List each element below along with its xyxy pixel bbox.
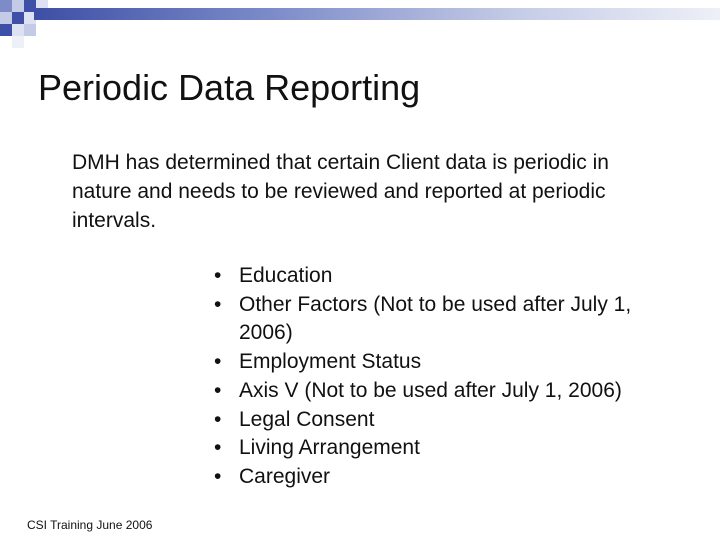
list-item (214, 348, 634, 377)
list-item-text: Caregiver (239, 464, 331, 488)
list-item-text: Axis V (Not to be used after July 1, 2006) (239, 378, 622, 402)
bullet-icon: • (214, 378, 222, 402)
bullet-icon: • (214, 350, 222, 374)
bullet-icon: • (214, 436, 222, 460)
list-item (214, 406, 634, 435)
list-item (214, 262, 634, 291)
bullet-icon: • (214, 264, 222, 287)
list-item (214, 434, 634, 463)
slide-title: Periodic Data Reporting (38, 67, 421, 108)
list-item (214, 291, 634, 348)
list-item-text: Other Factors (Not to be used after July 1, 2006) (239, 292, 632, 345)
list-item-text: Employment Status (239, 350, 422, 374)
bullet-list (214, 262, 634, 492)
header-gradient-bar (34, 8, 720, 20)
list-item-text: Education (239, 264, 333, 287)
list-item-text: Legal Consent (239, 407, 375, 431)
list-item (214, 377, 634, 406)
bullet-icon: • (214, 407, 222, 431)
bullet-icon: • (214, 464, 222, 488)
bullet-icon: • (214, 292, 222, 316)
list-item-text: Living Arrangement (239, 436, 420, 460)
intro-text: DMH has determined that certain Client data is periodic in nature and needs to be reviewed and reported at periodic intervals. (72, 151, 609, 232)
footer-text: CSI Training June 2006 (27, 518, 153, 532)
list-item (214, 463, 634, 492)
